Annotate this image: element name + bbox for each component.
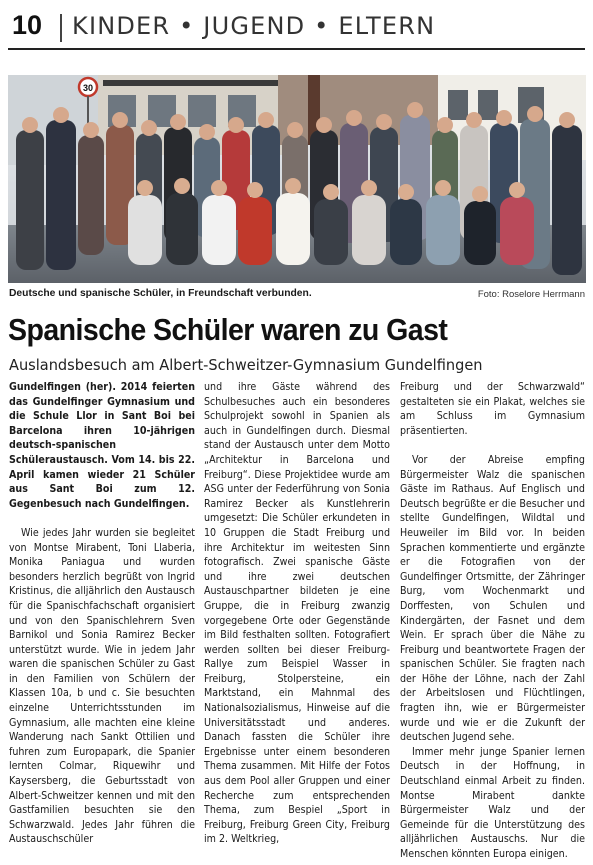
article-subheadline: Auslandsbesuch am Albert-Schweitzer-Gymnasium Gundelfingen	[9, 356, 483, 374]
header-rule	[8, 48, 585, 50]
photo-credit: Foto: Roselore Herrmann	[477, 289, 585, 300]
page-number: 10	[12, 10, 43, 40]
article-paragraph: Vor der Abreise empfing Bürgermeister Walz die spanischen Gäste im Rathaus. Auf Englisch und Deutsch begrüßte er die Besucher und stellte Gundelfingen, Wildtal und Heuweiler im Bild vor. In beiden Sprachen kommentierte und ergänzte er die Fotografien von der Gundelfinger Ortsmitte, der Zähringer Burg, vom Wochenmarkt und Dorffesten, von Schulen und Kindergärten, der Fasnet und dem Wein. Er sprach über die Nähe zu Freiburg und beantwortete Fragen der spanischen Schüler. Sie fragten nach der Höhe der Löhne, nach der Zahl der Arbeitslosen und Flüchtlingen, fragten ihn, wie er Bürgermeister wurde und wie er die Zukunft der deutschen Jugend sehe.	[400, 453, 585, 744]
article-column-3	[400, 380, 585, 862]
page-header	[10, 8, 585, 44]
header-divider	[60, 14, 62, 42]
article-paragraph: Immer mehr junge Spanier lernen Deutsch in der Hoffnung, in Deutschland einmal Arbeit zu finden. Montse Mirabent dankte Bürgermeister Walz und der Gemeinde für die Unterstützung des alljährlichen Austauschs. Nur die Menschen könnten Europa einigen.	[400, 745, 585, 860]
photo-caption: Deutsche und spanische Schüler, in Freundschaft verbunden.	[9, 288, 312, 299]
section-title: KINDER • JUGEND • ELTERN	[72, 12, 436, 40]
article-paragraph: Freiburg und der Schwarzwald“ gestalteten sie ein Plakat, welches sie am Schluss im Gymnasium präsentierten.	[400, 381, 585, 437]
article-column-2	[204, 380, 390, 847]
article-paragraph: und ihre Gäste während des Schulbesuches auch ein besonderes Schulprojekt sowohl in Spanien als auch in Gundelfingen durch. Diesmal stand der Austausch unter dem Motto „Architektur in Barcelona und Freiburg“. Diese Projektidee wurde am ASG unter der Federführung von Sonia Ramirez Becker als Kunstlehrerin umgesetzt: Die Schüler erkundeten in 10 Gruppen die Stadt Freiburg und ihre Architektur im weitesten Sinn fotografisch. Zwei spanische Gäste und ihre zwei deutschen Austauschpartner bildeten je eine Gruppe, die in Freiburg zwanzig vorgegebene Orte oder Gegenstände im Bild festhalten sollten. Fotografiert werden sollten bei dieser Freiburg-Rallye zum Beispiel Wasser in Freiburg, Stolpersteine, ein Marktstand, ein Mahnmal des Nationalsozialismus, Hinweise auf die Universitätsstadt und anderes. Danach fassten die Schüler ihre Ergebnisse unter einem besonderen Thema zusammen. Mit Hilfe der Fotos aus dem Pool aller Gruppen und einer Recherche zum entsprechenden Thema, zum Bespiel „Sport in Freiburg, Freiburg Green City, Freiburg im 2. Weltkrieg,	[204, 381, 390, 846]
article-headline: Spanische Schüler waren zu Gast	[8, 312, 448, 347]
group-photo	[8, 75, 586, 283]
article-lead: Gundelfingen (her). 2014 feierten das Gundelfinger Gymnasium und die Schule Llor in Sant Boi bei Barcelona ihren 10-jährigen deutsch-spanischen Schüleraustausch. Vom 14. bis 22. April kamen wieder 21 Schüler aus Sant Boi zum 12. Gegenbesuch nach Gundelfingen.	[9, 381, 195, 510]
speed-sign-number: 30	[82, 83, 94, 93]
article-column-1	[9, 380, 195, 847]
article-paragraph: Wie jedes Jahr wurden sie begleitet von Montse Mirabent, Toni Llaberia, Monika Paniagua und wurden besonders herzlich begrüßt von Ingrid Kristinus, die alljährlich den Austausch für die Spanischfachschaft organisiert und von den Spanischlehrern Sven Barnikol und Sonia Ramirez Becker unterstützt wurde. Wie in jedem Jahr waren die spanischen Schüler zu Gast in den Familien von Schülern der Klassen 10a, b und c. Sie besuchten einzelne Unterrichtsstunden im Gymnasium, alle machten eine kleine Wanderung nach Sankt Ottilien und fuhren zum Europapark, die Spanier lernten Colmar, Riquewihr und Kaysersberg, die Geburtsstadt von Albert-Schweitzer kennen und mit den Gastfamilien besuchten sie den Schwarzwald. Jedes Jahr führen die Austauschschüler	[9, 526, 195, 846]
